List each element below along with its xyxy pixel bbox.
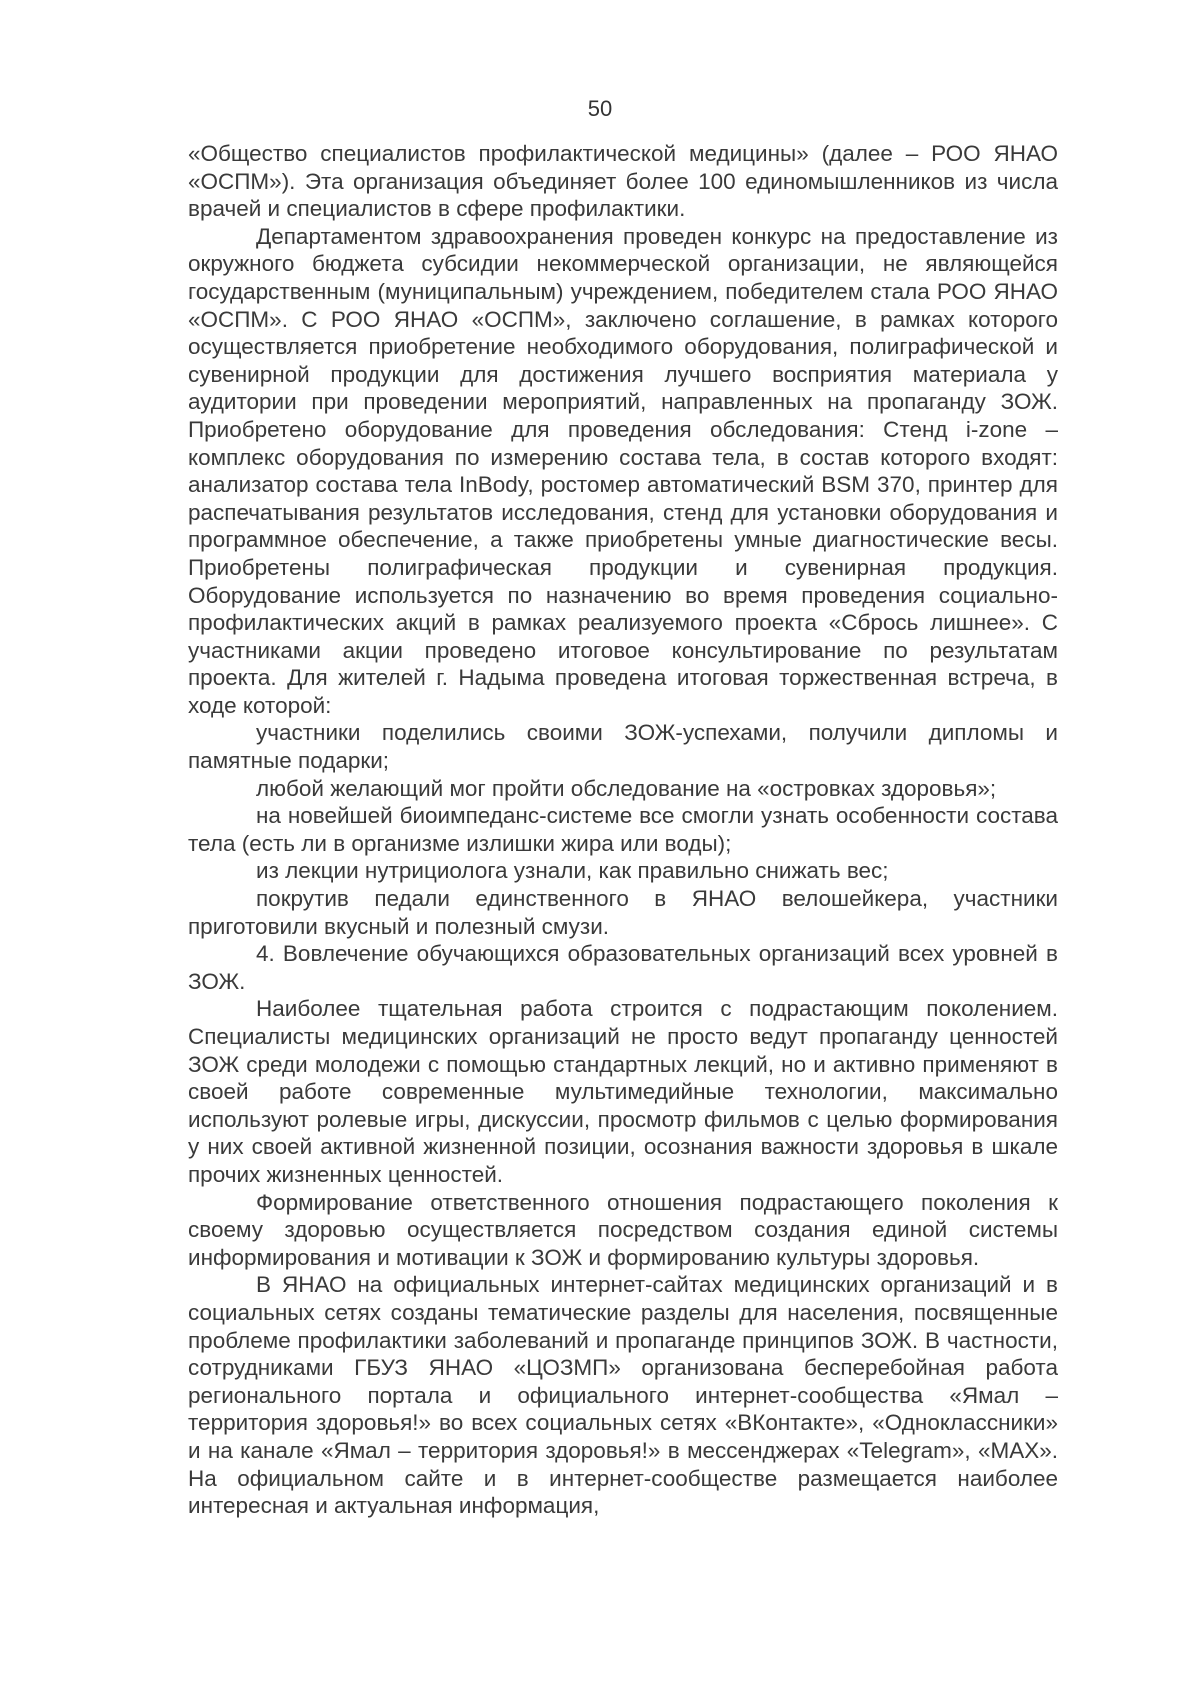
paragraph-internet: В ЯНАО на официальных интернет-сайтах медицинских организаций и в социальных сетях созданы тематические разделы для населения, посвященные проблеме профилактики заболеваний и пропаганде принципов ЗОЖ. В частности, сотрудниками ГБУЗ ЯНАО «ЦОЗМП» организована бесперебойная работа регионального портала и официального интернет-сообщества «Ямал – территория здоровья!» во всех социальных сетях «ВКонтакте», «Одноклассники» и на канале «Ямал – территория здоровья!» в мессенджерах «Telegram», «MAX». На официальном сайте и в интернет-сообществе размещается наиболее интересная и актуальная информация, <box>188 1272 1058 1519</box>
list-item-health-islands: любой желающий мог пройти обследование на «островках здоровья»; <box>256 775 997 801</box>
paragraph-responsibility: Формирование ответственного отношения подрастающего поколения к своему здоровью осуществляется посредством создания единой системы информирования и мотивации к ЗОЖ и формированию культуры здоровья. <box>188 1189 1058 1270</box>
list-item-nutritionist: из лекции нутрициолога узнали, как правильно снижать вес; <box>256 858 889 884</box>
list-item-smoothie: покрутив педали единственного в ЯНАО велошейкера, участники приготовили вкусный и полезный смузи. <box>188 886 1058 939</box>
page-number: 50 <box>587 96 613 121</box>
paragraph-youth-work: Наиболее тщательная работа строится с подрастающим поколением. Специалисты медицинских организаций не просто ведут пропаганду ценностей ЗОЖ среди молодежи с помощью стандартных лекций, но и активно применяют в своей работе современные мультимедийные технологии, максимально используют ролевые игры, дискуссии, просмотр фильмов с целью формирования у них своей активной жизненной позиции, осознания важности здоровья в шкале прочих жизненных ценностей. <box>188 996 1058 1187</box>
paragraph-2: Департаментом здравоохранения проведен конкурс на предоставление из окружного бюджета субсидии некоммерческой организации, не являющейся государственным (муниципальным) учреждением, победителем стала РОО ЯНАО «ОСПМ». С РОО ЯНАО «ОСПМ», заключено соглашение, в рамках которого осуществляется приобретение необходимого оборудования, полиграфической и сувенирной продукции для достижения лучшего восприятия материала у аудитории при проведении мероприятий, направленных на пропаганду ЗОЖ. Приобретено оборудование для проведения обследования: Стенд i-zone – комплекс оборудования по измерению состава тела, в состав которого входят: анализатор состава тела InBody, ростомер автоматический BSM 370, принтер для распечатывания результатов исследования, стенд для установки оборудования и программное обеспечение, а также приобретены умные диагностические весы. Приобретены полиграфическая продукции и сувенирная продукция. Оборудование используется по назначению во время проведения социально-профилактических акций в рамках реализуемого проекта «Сбрось лишнее». С участниками акции проведено итоговое консультирование по результатам проекта. Для жителей г. Надыма проведена итоговая торжественная встреча, в ходе которой: <box>188 223 1058 718</box>
paragraph-1: «Общество специалистов профилактической медицины» (далее – РОО ЯНАО «ОСПМ»). Эта организация объединяет более 100 единомышленников из числа врачей и специалистов в сфере профилактики. <box>188 141 1058 222</box>
section-heading-4: 4. Вовлечение обучающихся образовательных организаций всех уровней в ЗОЖ. <box>188 941 1058 994</box>
list-item-bioimpedance: на новейшей биоимпеданс-системе все смогли узнать особенности состава тела (есть ли в организме излишки жира или воды); <box>188 803 1058 856</box>
document-body <box>188 140 1058 1520</box>
list-item-participants: участники поделились своими ЗОЖ-успехами, получили дипломы и памятные подарки; <box>188 720 1058 774</box>
